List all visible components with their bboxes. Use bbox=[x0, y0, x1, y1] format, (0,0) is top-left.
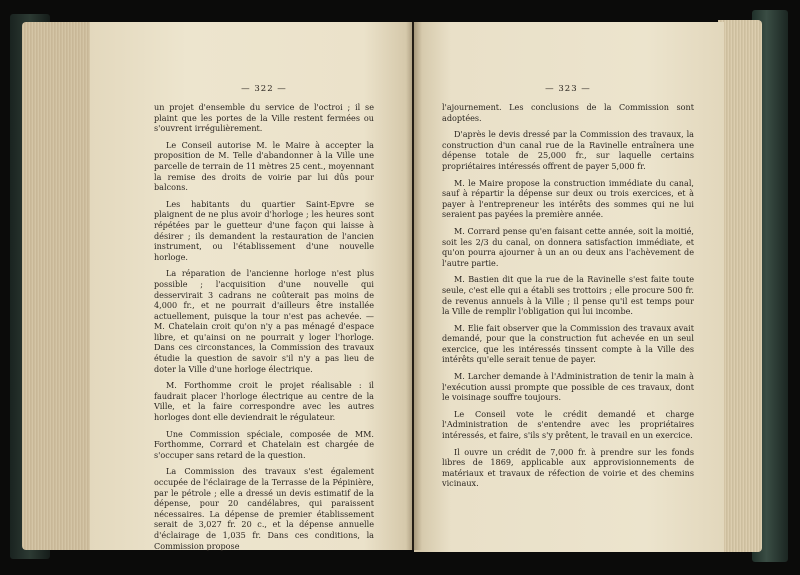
paragraph: Le Conseil autorise M. le Maire à accepter la proposition de M. Telle d'abandonner à la Ville une parcelle de terrain de 11 mètres 25 cent., moyennant la remise des droits de voirie par lui dûs pour balcons. bbox=[154, 139, 374, 193]
paragraph: Une Commission spéciale, composée de MM. Forthomme, Corrard et Chatelain est chargée de s'occuper sans retard de la question. bbox=[154, 428, 374, 460]
paragraph: La Commission des travaux s'est également occupée de l'éclairage de la Terrasse de la Pépinière, par le pétrole ; elle a dressé un devis estimatif de la dépense, pour 20 candélabres, qui paraissent nécessaires. La dépense de premier établissement serait de 3,027 fr. 20 c., et la dépense annuelle d'éclairage de 1,035 fr. Dans ces conditions, la Commission propose bbox=[154, 466, 374, 551]
paragraph: l'ajournement. Les conclusions de la Commission sont adoptées. bbox=[442, 102, 694, 123]
page-number: — 322 — bbox=[241, 84, 287, 94]
paragraph: M. Larcher demande à l'Administration de tenir la main à l'exécution aussi prompte que possible de ces travaux, dont le voisinage souffre toujours. bbox=[442, 371, 694, 403]
page-edges-left bbox=[22, 22, 94, 550]
paragraph: M. Corrard pense qu'en faisant cette année, soit la moitié, soit les 2/3 du canal, on donnera satisfaction immédiate, et qu'on pourra ajourner à un an ou deux ans l'achèvement de l'autre partie. bbox=[442, 225, 694, 268]
book-gutter-shadow bbox=[406, 22, 422, 550]
paragraph: M. Bastien dit que la rue de la Ravinelle s'est faite toute seule, c'est elle qui a établi ses trottoirs ; elle procure 500 fr. de revenus annuels à la Ville ; il pense qu'il est temps pour la Ville de remplir l'obligation qui lui incombe. bbox=[442, 274, 694, 317]
paragraph: M. Forthomme croit le projet réalisable : il faudrait placer l'horloge électrique au centre de la Ville, et la faire correspondre avec les autres horloges dont elle deviendrait le régulateur. bbox=[154, 380, 374, 423]
paragraph: D'après le devis dressé par la Commission des travaux, la construction d'un canal rue de la Ravinelle entraînera une dépense totale de 25,000 fr., sur laquelle certains propriétaires intéressés offrent de payer 5,000 fr. bbox=[442, 129, 694, 171]
paragraph: M. le Maire propose la construction immédiate du canal, sauf à répartir la dépense sur deux ou trois exercices, et à payer à l'entrepreneur les intérêts des sommes qui ne lui seraient pas payées la première année. bbox=[442, 177, 694, 220]
page-text bbox=[154, 102, 374, 551]
paragraph: Il ouvre un crédit de 7,000 fr. à prendre sur les fonds libres de 1869, applicable aux approvisionnements de matériaux et travaux de réfection de voirie et des chemins vicinaux. bbox=[442, 446, 694, 489]
paragraph: un projet d'ensemble du service de l'octroi ; il se plaint que les portes de la Ville restent fermées ou s'ouvrent irrégulièrement. bbox=[154, 102, 374, 134]
page-edges-right bbox=[718, 20, 762, 552]
paragraph: Le Conseil vote le crédit demandé et charge l'Administration de s'entendre avec les propriétaires intéressés, et faire, s'ils s'y prêtent, le travail en un exercice. bbox=[442, 408, 694, 441]
page-number: — 323 — bbox=[545, 84, 591, 94]
paragraph: La réparation de l'ancienne horloge n'est plus possible ; l'acquisition d'une nouvelle qui desservirait 3 cadrans ne coûterait pas moins de 4,000 fr., et ne pourrait d'ailleurs être installée actuellement, puisque la tour n'est pas achevée. — M. Chatelain croit qu'on n'y a pas ménagé d'espace libre, et qu'ainsi on ne pourrait y loger l'horloge. Dans ces circonstances, la Commission des travaux étudie la question de savoir s'il n'y a pas lieu de doter la Ville d'une horloge électrique. bbox=[154, 268, 374, 374]
right-page bbox=[414, 22, 724, 552]
page-text bbox=[442, 102, 694, 489]
paragraph: Les habitants du quartier Saint-Epvre se plaignent de ne plus avoir d'horloge ; les heures sont répétées par le guetteur d'une façon qui laisse à désirer ; ils demandent la restauration de l'ancien instrument, ou l'établissement d'une nouvelle horloge. bbox=[154, 198, 374, 262]
left-page bbox=[90, 22, 412, 550]
paragraph: M. Elie fait observer que la Commission des travaux avait demandé, pour que la construction fut achevée en un seul exercice, que les intéressés tinssent compte à la Ville des intérêts qu'elle serait tenue de payer. bbox=[442, 322, 694, 365]
